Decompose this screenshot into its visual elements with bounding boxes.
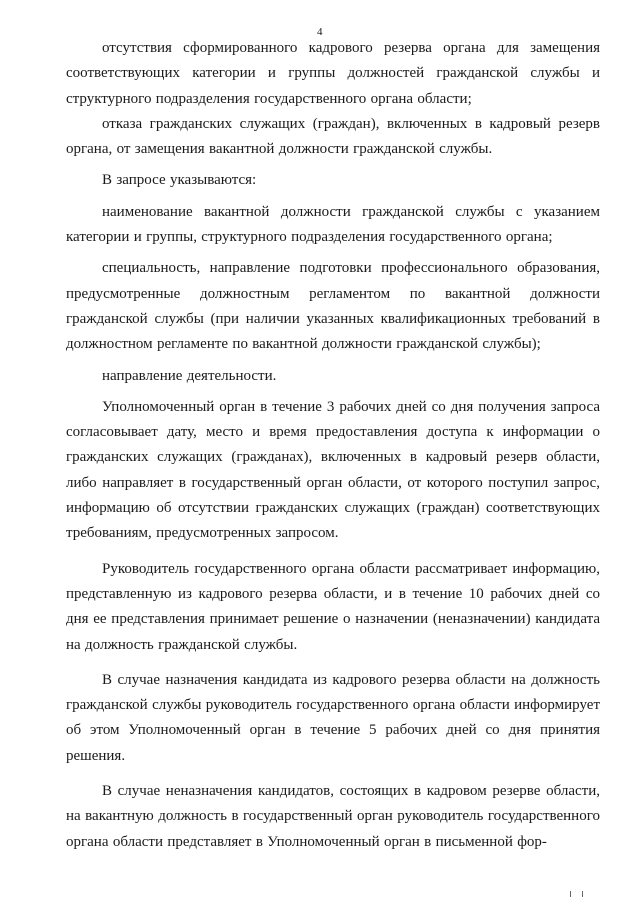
paragraph-1: отсутствия сформированного кадрового резерва органа для замещения соответствующих категории и группы должностей гражданской службы и структурного подразделения государственного органа области; [66, 40, 600, 107]
paragraph-5: специальность, направление подготовки профессионального образования, предусмотренные должностным регламентом по вакантной должности гражданской службы (при наличии указанных квалификационных требований в должностном регламенте по вакантной должности гражданской службы); [66, 260, 600, 353]
document-body [66, 36, 600, 855]
scan-mark [568, 889, 592, 897]
paragraph-4: наименование вакантной должности гражданской службы с указанием категории и группы, структурного подразделения государственного органа; [66, 203, 600, 246]
paragraph-9: В случае назначения кандидата из кадрового резерва области на должность гражданской службы руководитель государственного органа области информирует об этом Уполномоченный орган в течение 5 рабочих дней со дня принятия решения. [66, 671, 600, 764]
paragraph-7: Уполномоченный орган в течение 3 рабочих дней со дня получения запроса согласовывает дату, место и время предоставления доступа к информации о гражданских служащих (гражданах), включенных в кадровый резерв области, либо направляет в государственный орган области, от которого поступил запрос, информацию об отсутствии гражданских служащих (граждан) соответствующих требованиям, предусмотренных запросом. [66, 398, 600, 542]
paragraph-8: Руководитель государственного органа области рассматривает информацию, представленную из кадрового резерва области, и в течение 10 рабочих дней со дня ее представления принимает решение о назначении (неназначении) кандидата на должность гражданской службы. [66, 560, 600, 653]
paragraph-3: В запросе указываются: [102, 172, 257, 189]
paragraph-10: В случае неназначения кандидатов, состоящих в кадровом резерве области, на вакантную должность в государственный орган руководитель государственного органа области представляет в Уполномоченный орган в письменной фор- [66, 783, 600, 850]
paragraph-6: направление деятельности. [102, 367, 277, 384]
paragraph-2: отказа гражданских служащих (граждан), включенных в кадровый резерв органа, от замещения вакантной должности гражданской службы. [66, 115, 600, 158]
page-number: 4 [317, 26, 323, 38]
